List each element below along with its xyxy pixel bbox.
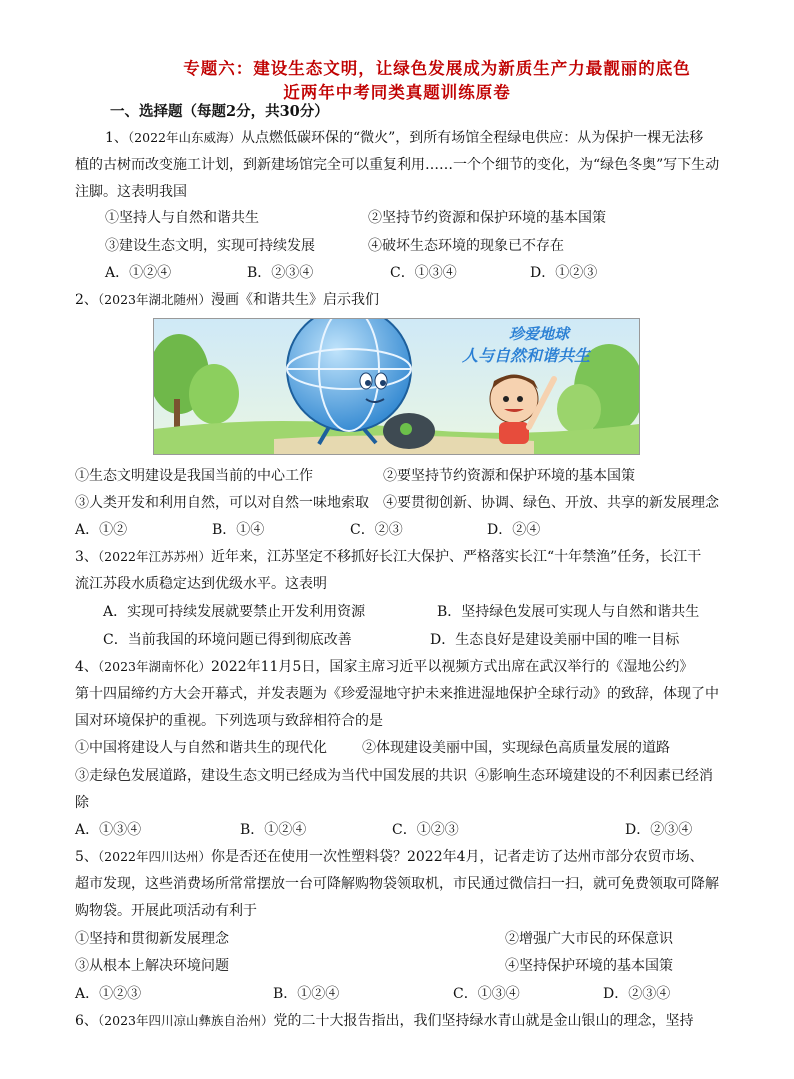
q5-choice-a: A．①②③ [75,986,142,1002]
question-source: （2022年江苏苏州） [97,549,211,564]
question-5-line-2: 超市发现，这些消费场所常常摆放一台可降解购物袋领取机，市民通过微信扫一扫，就可免费领取可降解 [75,876,719,892]
q4-choice-d: D．②③④ [625,822,693,838]
question-5-line-1 [75,848,704,866]
question-1-line-3: 注脚。这表明我国 [75,184,187,200]
question-4-line-3: 国对环境保护的重视。下列选项与致辞相符合的是 [75,713,383,729]
q4-choice-b: B．①②④ [240,822,307,838]
q2-statement-3: ③人类开发和利用自然，可以对自然一味地索取 [75,495,369,511]
question-text: 近年来，江苏坚定不移抓好长江大保护、严格落实长江“十年禁渔”任务，长江干 [210,549,702,565]
q2-choice-d: D．②④ [487,522,541,538]
q5-statement-3: ③从根本上解决环境问题 [75,958,229,974]
question-number: 6、 [75,1013,98,1029]
q1-choice-b: B．②③④ [247,265,314,281]
question-source: （2023年湖南怀化） [97,659,211,674]
q2-statement-4: ④要贯彻创新、协调、绿色、开放、共享的新发展理念 [383,495,719,511]
question-number: 3、 [75,549,98,565]
question-text: 漫画《和谐共生》启示我们 [210,292,379,308]
q4-statement-4-continued: 除 [75,795,89,811]
q1-statement-4: ④破坏生态环境的现象已不存在 [368,238,564,254]
page-subtitle: 近两年中考同类真题训练原卷 [283,83,511,102]
q4-choice-a: A．①③④ [75,822,142,838]
cartoon-illustration [154,319,639,454]
question-number: 4、 [75,659,98,675]
q2-choice-a: A．①② [75,522,128,538]
question-1-line-1 [105,129,703,147]
question-4-line-1 [75,658,693,676]
section-heading: 一、选择题（每题2分，共30分） [110,103,329,120]
q5-statement-1: ①坚持和贯彻新发展理念 [75,931,229,947]
q4-statement-2: ②体现建设美丽中国，实现绿色高质量发展的道路 [362,740,670,756]
question-source: （2023年四川凉山彝族自治州） [97,1013,274,1028]
question-text: 2022年11月5日，国家主席习近平以视频方式出席在武汉举行的《湿地公约》 [210,659,694,675]
q2-choice-c: C．②③ [350,522,403,538]
q5-choice-b: B．①②④ [273,986,340,1002]
question-1-line-2: 植的古树而改变施工计划，到新建场馆完全可以重复利用……一个个细节的变化，为“绿色冬奥”写下生动 [75,157,720,173]
question-4-line-2: 第十四届缔约方大会开幕式，并发表题为《珍爱湿地守护未来推进湿地保护全球行动》的致辞，体现了中 [75,686,719,702]
question-source: （2022年山东威海） [127,130,241,145]
question-text: 你是否还在使用一次性塑料袋？2022年4月，记者走访了达州市部分农贸市场、 [210,849,704,865]
question-3-line-1 [75,548,701,566]
q3-choice-b: B．坚持绿色发展可实现人与自然和谐共生 [437,604,700,620]
question-3-line-2: 流江苏段水质稳定达到优级水平。这表明 [75,576,327,592]
q1-choice-c: C．①③④ [390,265,457,281]
q4-statement-1: ①中国将建设人与自然和谐共生的现代化 [75,740,327,756]
q3-choice-d: D．生态良好是建设美丽中国的唯一目标 [430,632,680,648]
question-text: 从点燃低碳环保的“微火”，到所有场馆全程绿电供应：从为保护一棵无法移 [240,130,704,146]
q5-statement-2: ②增强广大市民的环保意识 [505,931,673,947]
q3-choice-c: C．当前我国的环境问题已得到彻底改善 [103,632,352,648]
q4-statement-4: ④影响生态环境建设的不利因素已经消 [475,768,713,784]
question-number: 5、 [75,849,98,865]
q5-choice-d: D．②③④ [603,986,671,1002]
page-title: 专题六：建设生态文明，让绿色发展成为新质生产力最靓丽的底色 [183,59,691,78]
question-source: （2023年湖北随州） [97,292,211,307]
cartoon-image [153,318,640,455]
q1-statement-3: ③建设生态文明，实现可持续发展 [105,238,315,254]
question-5-line-3: 购物袋。开展此项活动有利于 [75,903,257,919]
q5-statement-4: ④坚持保护环境的基本国策 [505,958,673,974]
question-number: 2、 [75,292,98,308]
question-number: 1、 [105,130,128,146]
question-2-line-1 [75,291,379,309]
question-6-line-1 [75,1012,693,1030]
q1-choice-a: A．①②④ [105,265,172,281]
q2-choice-b: B．①④ [212,522,265,538]
q2-statement-2: ②要坚持节约资源和保护环境的基本国策 [383,468,635,484]
q4-statement-3: ③走绿色发展道路，建设生态文明已经成为当代中国发展的共识 [75,768,467,784]
q1-statement-2: ②坚持节约资源和保护环境的基本国策 [368,210,606,226]
q1-choice-d: D．①②③ [530,265,598,281]
q1-statement-1: ①坚持人与自然和谐共生 [105,210,259,226]
q5-choice-c: C．①③④ [453,986,520,1002]
q2-statement-1: ①生态文明建设是我国当前的中心工作 [75,468,313,484]
q4-choice-c: C．①②③ [392,822,459,838]
question-text: 党的二十大报告指出，我们坚持绿水青山就是金山银山的理念，坚持 [273,1013,694,1029]
banner-text-2: 人与自然和谐共生 [462,346,591,365]
q3-choice-a: A．实现可持续发展就要禁止开发利用资源 [103,604,366,620]
question-source: （2022年四川达州） [97,849,211,864]
banner-text-1: 珍爱地球 [509,325,570,343]
